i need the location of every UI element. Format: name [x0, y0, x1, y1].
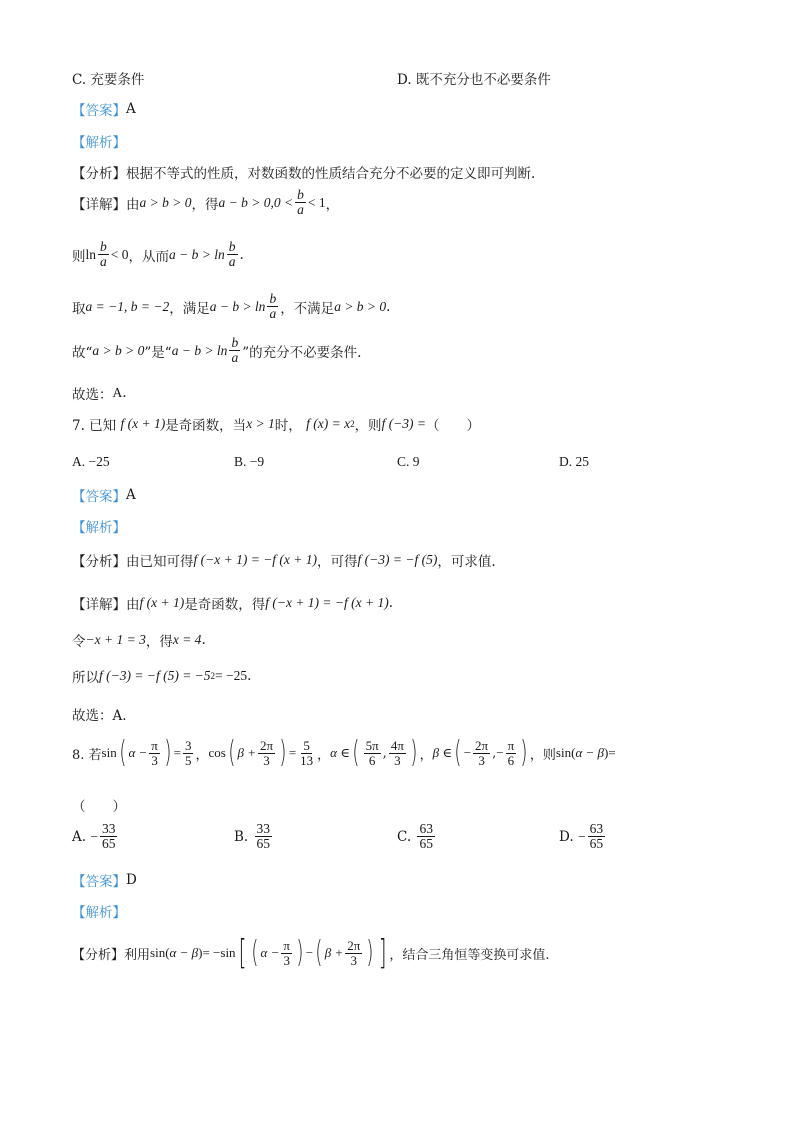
q6-fenxi: 【分析】 根据不等式的性质，对数函数的性质结合充分不必要的定义即可判断.	[72, 162, 754, 182]
q6-xiangjie: 【详解】 由 a > b > 0 ，得 a − b > 0,0 < $\frac{b}{a}$ < 1 ，	[72, 187, 340, 218]
q7-choose: 故选：A.	[72, 708, 127, 724]
q7-option-c: C. 9	[397, 454, 420, 469]
fenxi-tag: 【分析】	[72, 166, 126, 182]
q6-option-d: D. 既不充分也不必要条件	[397, 72, 551, 88]
q8-blank: （ ）	[72, 799, 126, 815]
q7-jiexi: 【解析】	[72, 520, 126, 536]
q7-stem: 7. 已知 f (x + 1) 是奇函数，当 x > 1 时， f (x) = x 2 ，则 f (−3) = （ ）	[72, 416, 481, 434]
q6-choose: 故选： A .	[72, 385, 127, 403]
q6-option-c: C. 充要条件	[72, 72, 145, 88]
q7-option-a: A. −25	[72, 454, 110, 469]
q8-option-b: B. $\frac{33}{65}$	[234, 821, 271, 852]
q7-option-b: B. −9	[234, 454, 265, 469]
q6-answer: 【答案】 A	[72, 101, 136, 119]
q7-option-d: D. 25	[559, 454, 589, 469]
q8-option-d: D. − $\frac{63}{65}$	[559, 821, 604, 852]
q7-ling: 令 −x + 1 = 3 ，得 x = 4 .	[72, 632, 206, 650]
q8-option-a: A. − $\frac{33}{65}$	[72, 821, 116, 852]
jiexi-tag: 【解析】	[72, 135, 126, 151]
fraction-b-over-a: $\frac{b}{a}$	[297, 187, 304, 218]
q6-line2: 则 ln $\frac{b}{a}$ < 0 ，从而 a − b > ln $\frac{b}{a}$ .	[72, 239, 244, 270]
q8-answer: 【答案】 D	[72, 872, 137, 890]
q8-stem: 8. 若 sin ( α − $\frac{\pi}{3}$ ) = $\frac{3}{5}$ ， cos ( β + $\frac{2\pi}{3}$ ) = $\frac{5}{13}$ ， α ∈ ( $\frac{5\pi}{6}$ , $\frac{4\pi}{3}$ ) ， β ∈ ( − $\frac{2\pi}{3}$ , − $\frac{\pi}{6}$ ) ，则 sin ( α − β ) =	[72, 735, 616, 770]
q6-line3: 取 a = −1, b = −2 ，满足 a − b > ln $\frac{b}{a}$ ，不满足 a > b > 0 .	[72, 291, 391, 322]
answer-tag: 【答案】	[72, 103, 126, 119]
q8-option-c: C. $\frac{63}{65}$	[397, 821, 433, 852]
q6-jiexi	[72, 131, 754, 151]
q8-jiexi: 【解析】	[72, 905, 126, 921]
q7-suoyi: 所以 f (−3) = −f (5) = −5 2 = −25 .	[72, 668, 252, 686]
q7-xiangjie: 【详解】 由 f (x + 1) 是奇函数，得 f (−x + 1) = −f (x + 1) .	[72, 595, 394, 613]
q6-line4: 故“ a > b > 0 ”是“ a − b > ln $\frac{b}{a}$ ”的充分不必要条件.	[72, 335, 362, 366]
q8-fenxi: 【分析】 利用 sin ( α − β ) = −sin [ ( α − $\frac{\pi}{3}$ ) − ( β + $\frac{2\pi}{3}$ ) ] ，结合三角恒等变换可求值.	[72, 933, 550, 973]
q7-fenxi: 【分析】 由已知可得 f (−x + 1) = −f (x + 1) ，可得 f (−3) = −f (5) ，可求值.	[72, 552, 496, 570]
q7-answer: 【答案】 A	[72, 487, 136, 505]
